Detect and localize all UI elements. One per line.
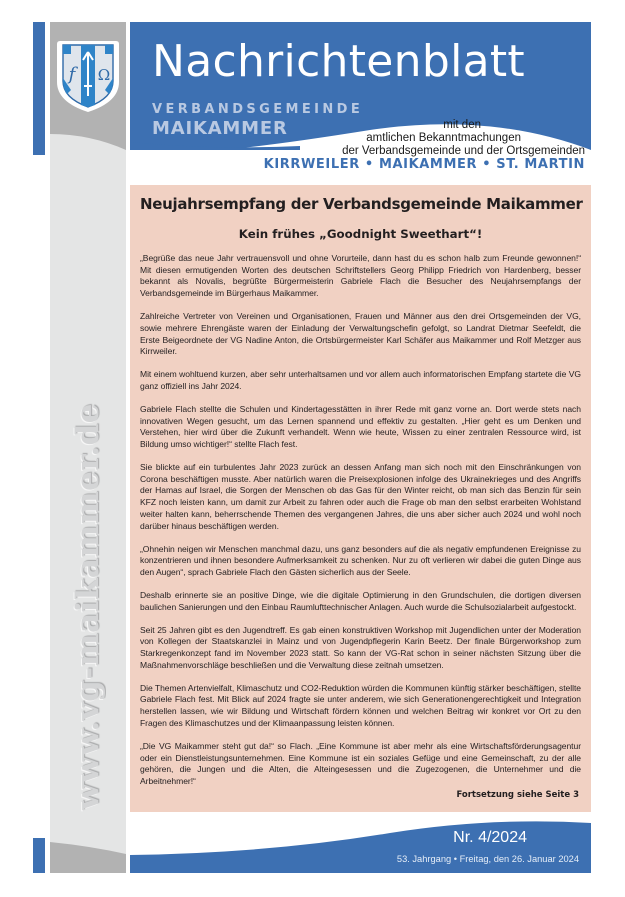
left-blue-strip-top bbox=[33, 22, 45, 155]
svg-text:f: f bbox=[68, 64, 76, 85]
org-name-line2: MAIKAMMER bbox=[152, 118, 288, 139]
issue-number: Nr. 4/2024 bbox=[453, 829, 527, 846]
article-paragraph: Gabriele Flach stellte die Schulen und Kindertagesstätten in ihrer Rede mit ganz vorne an. Dort werde stets nach innovativen Wegen gesucht, um das Lernen spannend und effektiv zu gestalten. „Hier geht es um Denken und Verstehen, hier wird über die Zukunft verhandelt. Wenn wie heute, Wissen zu einer zentralen Ressource wird, ist Bildung umso wichtiger!“ stellte Flach fest. bbox=[140, 403, 581, 450]
subtitle-line3: der Verbandsgemeinde und der Ortsgemeinden bbox=[342, 145, 585, 157]
continuation-note[interactable]: Fortsetzung siehe Seite 3 bbox=[456, 790, 579, 800]
issue-footer bbox=[130, 815, 591, 873]
article-body bbox=[140, 253, 581, 788]
sidebar-bottom-block bbox=[50, 842, 126, 873]
municipalities-line: KIRRWEILER • MAIKAMMER • ST. MARTIN bbox=[263, 157, 585, 172]
article-paragraph: „Begrüße das neue Jahr vertrauensvoll und ohne Vorurteile, dann hast du es schon halb zum Freunde gewonnen!“ Mit diesen ermutigenden Worten des deutschen Schriftstellers Georg Philipp Friedrich von Hardenberg, besser bekannt als Novalis, begrüßte Bürgermeisterin Gabriele Flach die Besucher des Neujahrsempfangs der Verbandsgemeinde im Bürgerhaus Maikammer. bbox=[140, 253, 581, 299]
lead-article bbox=[130, 185, 591, 812]
org-name-line1: VERBANDSGEMEINDE bbox=[152, 102, 364, 117]
left-blue-strip-bottom bbox=[33, 838, 45, 873]
svg-text:Ω: Ω bbox=[97, 66, 111, 84]
article-paragraph: Zahlreiche Vertreter von Vereinen und Organisationen, Frauen und Männer aus den drei Ortsgemeinden der VG, sowie mehrere Ehrengäste waren der Einladung der Verwaltungschefin gefolgt, so Landrat Dietmar Seefeldt, die Erste Beigeordnete der VG Nadine Anton, die Ortsbürgermeister Karl Schäfer aus Maikammer und Rolf Metzger aus Kirrweiler. bbox=[140, 311, 581, 357]
article-paragraph: „Ohnehin neigen wir Menschen manchmal dazu, uns ganz besonders auf die als negativ empfundenen Ereignisse zu konzentrieren und ihnen besondere Aufmerksamkeit zu schenken. Nur zu oft verlieren wir dabei die guten Dinge aus den Augen“, sprach Gabriele Flach den Gästen sicherlich aus der Seele. bbox=[140, 543, 581, 577]
article-paragraph: Sie blickte auf ein turbulentes Jahr 2023 zurück an dessen Anfang man sich noch mit den Einschränkungen von Corona beschäftigen musste. Aber natürlich waren die Preisexplosionen infolge des Ukrainekrieges und des Angriffs der Hamas auf Israel, die Sorgen der Menschen ob das Gas für den Winter reicht, ob man sich das Benzin für sein KFZ noch leisten kann, um damit zur Arbeit zu fahren oder auch die Frage ob man den selbst erarbeiten Wohlstand weiter halten kann, beherrschende Themen des vergangenen Jahres, die uns aber sicher auch 2024 und wohl noch darüber hinaus beschäftigen werden. bbox=[140, 462, 581, 531]
subtitle-line2: amtlichen Bekanntmachungen bbox=[366, 132, 521, 144]
article-headline: Neujahrsempfang der Verbandsgemeinde Maikammer bbox=[140, 195, 583, 213]
article-paragraph: Seit 25 Jahren gibt es den Jugendtreff. Es gab einen konstruktiven Workshop mit Jugendlichen unter der Moderation von Kollegen der Staatskanzlei in Mainz und von Jugendpflegerin Karin Beetz. Der finale Bürgerworkshop zum Starkregenkonzept fand im November 2023 statt. So kann der VG-Rat schon in seiner nächsten Sitzung über die Maßnahmenvorschläge beschließen und die Verwaltung diese zeitnah umsetzen. bbox=[140, 624, 581, 670]
article-subheadline: Kein frühes „Goodnight Sweethart“! bbox=[238, 227, 483, 241]
article-paragraph: Deshalb erinnerte sie an positive Dinge, wie die digitale Optimierung in den Grundschulen, die dortigen diversen baulichen Sanierungen und den Einbau Raumlufttechnischer Anlagen. Auch wurde die Schulsozialarbeit aufgestockt. bbox=[140, 589, 581, 612]
subtitle-line1: mit den bbox=[443, 119, 481, 131]
coat-of-arms-logo bbox=[56, 38, 120, 114]
website-url-vertical: www.vg-maikammer.de bbox=[70, 402, 106, 810]
masthead bbox=[130, 22, 591, 180]
masthead-title: Nachrichtenblatt bbox=[152, 36, 525, 87]
article-paragraph: „Die VG Maikammer steht gut da!“ so Flach. „Eine Kommune ist aber mehr als eine Wirtschaftsförderungsagentur oder ein Dienstleistungsunternehmen. Eine Kommune ist ein soziales Gefüge und eine Gemeinschaft, zu der alle gehören, die Jungen und die Alten, die Alteingesessen und die Zugezogenen, die Unternehmer und die Arbeitnehmer!“ bbox=[140, 740, 581, 786]
article-paragraph: Die Themen Artenvielfalt, Klimaschutz und CO2-Reduktion würden die Kommunen künftig stärker beschäftigen, stellte Gabriele Flach fest. Mit Blick auf 2024 fragte sie unter anderem, wie sich Generationengerechtigkeit und Integration herstellen lassen, wie wir Bildung und Wirtschaft fördern können und welchen Beitrag wir konkret vor Ort zu den Fragen des Klimaschutzes und der Klimaanpassung leisten können. bbox=[140, 682, 581, 728]
article-paragraph: Mit einem wohltuend kurzen, aber sehr unterhaltsamen und vor allem auch informatorischen Empfang startete die VG ganz offiziell ins Jahr 2024. bbox=[140, 369, 581, 391]
issue-dateline: 53. Jahrgang • Freitag, den 26. Januar 2024 bbox=[396, 854, 579, 864]
